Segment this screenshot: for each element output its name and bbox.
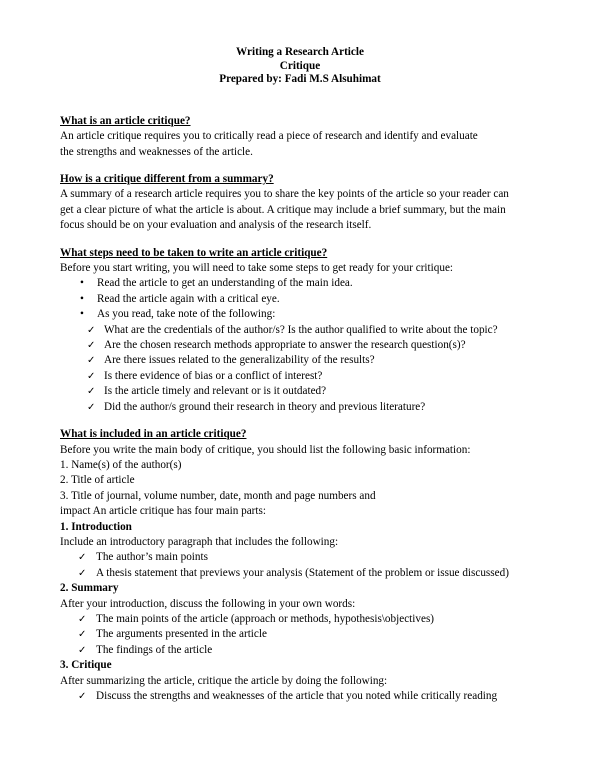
paragraph-line: get a clear picture of what the article is about. A critique may include a brief summary, but the main: [60, 203, 506, 216]
subheading-summary: 2. Summary: [60, 582, 119, 595]
title-line: Writing a Research Article: [236, 46, 364, 58]
bullet-list: [60, 276, 540, 322]
info-line: impact An article critique has four main parts:: [60, 505, 266, 518]
paragraph-line: Include an introductory paragraph that includes the following:: [60, 535, 339, 548]
document-title: [60, 46, 540, 87]
check-item: ✓ Are the chosen research methods appropriate to answer the research question(s)?: [60, 338, 540, 353]
paragraph-line: focus should be on your evaluation and analysis of the research itself.: [60, 219, 372, 232]
section-heading: What is included in an article critique?: [60, 428, 247, 441]
paragraph-line: Before you start writing, you will need to take some steps to get ready for your critique:: [60, 262, 454, 275]
check-item: ✓ The main points of the article (approach or methods, hypothesis\objectives): [60, 612, 540, 627]
checklist: [60, 612, 540, 658]
subheading-critique: 3. Critique: [60, 659, 112, 672]
check-item: ✓ What are the credentials of the author/s? Is the author qualified to write about the topic?: [60, 323, 540, 338]
check-item: ✓ The arguments presented in the article: [60, 627, 540, 642]
section-steps: [60, 246, 540, 415]
checklist: [60, 689, 540, 704]
section-heading: What steps need to be taken to write an article critique?: [60, 246, 328, 259]
paragraph-line: After your introduction, discuss the following in your own words:: [60, 597, 356, 610]
author-line: Prepared by: Fadi M.S Alsuhimat: [219, 73, 381, 86]
check-item: ✓ Is the article timely and relevant or is it outdated?: [60, 384, 540, 399]
check-item: ✓ A thesis statement that previews your analysis (Statement of the problem or issue discussed): [60, 566, 540, 581]
section-what-is-critique: [60, 114, 540, 160]
check-item: ✓ The findings of the article: [60, 643, 540, 658]
list-item: • Read the article to get an understanding of the main idea.: [60, 276, 540, 291]
list-item: • Read the article again with a critical eye.: [60, 292, 540, 307]
check-item: ✓ Discuss the strengths and weaknesses of the article that you noted while critically reading: [60, 689, 540, 704]
section-critique-vs-summary: [60, 172, 540, 234]
info-line: 1. Name(s) of the author(s): [60, 458, 182, 471]
paragraph-line: A summary of a research article requires you to share the key points of the article so your reader can: [60, 188, 509, 201]
check-item: ✓ Is there evidence of bias or a conflict of interest?: [60, 369, 540, 384]
checklist: [60, 323, 540, 415]
paragraph-line: the strengths and weaknesses of the article.: [60, 145, 253, 158]
section-included: [60, 427, 540, 704]
checklist: [60, 550, 540, 581]
subheading-introduction: 1. Introduction: [60, 520, 132, 533]
paragraph-line: Before you write the main body of critique, you should list the following basic information:: [60, 443, 471, 456]
section-heading: What is an article critique?: [60, 114, 191, 127]
paragraph-line: An article critique requires you to critically read a piece of research and identify and evaluate: [60, 130, 478, 143]
list-item: • As you read, take note of the following:: [60, 307, 540, 322]
section-heading: How is a critique different from a summary?: [60, 173, 274, 185]
check-item: ✓ Did the author/s ground their research in theory and previous literature?: [60, 400, 540, 415]
info-line: 3. Title of journal, volume number, date, month and page numbers and: [60, 489, 376, 502]
check-item: ✓ The author’s main points: [60, 550, 540, 565]
paragraph-line: After summarizing the article, critique the article by doing the following:: [60, 674, 388, 687]
info-line: 2. Title of article: [60, 474, 135, 487]
subtitle-line: Critique: [279, 59, 321, 72]
check-item: ✓ Are there issues related to the generalizability of the results?: [60, 353, 540, 368]
